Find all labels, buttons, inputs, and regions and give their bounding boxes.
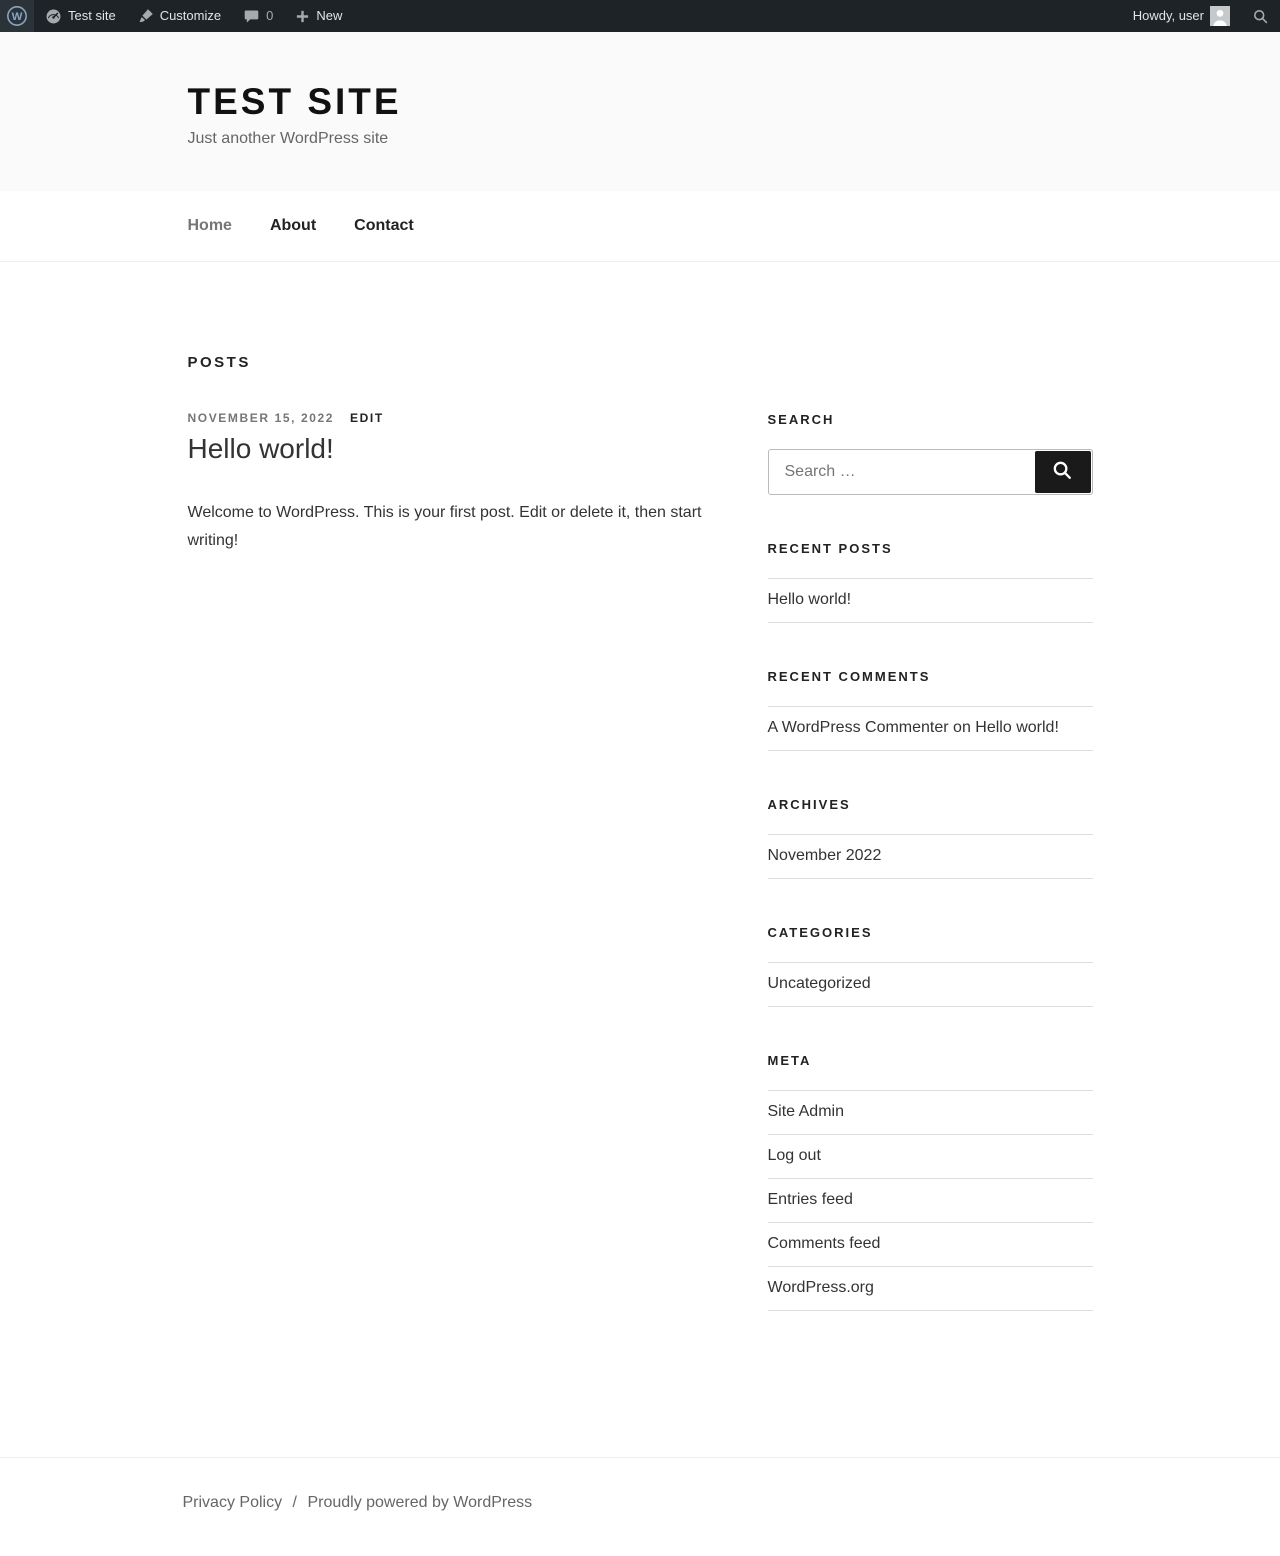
list-item xyxy=(768,1091,1093,1135)
post-article xyxy=(188,411,731,555)
post-title-link[interactable]: Hello world! xyxy=(187,433,334,465)
footer-separator: / xyxy=(292,1494,297,1512)
post-title xyxy=(188,432,731,466)
comment-connector: on xyxy=(953,719,971,737)
recent-comments-widget xyxy=(768,669,1093,751)
avatar xyxy=(1210,6,1230,26)
admin-bar-new-label: New xyxy=(316,8,343,23)
nav-item-about[interactable]: About xyxy=(269,217,317,235)
dashboard-gauge-icon xyxy=(45,8,62,25)
search-submit-button[interactable] xyxy=(1035,451,1091,493)
list-item xyxy=(768,963,1093,1007)
meta-site-admin-link[interactable]: Site Admin xyxy=(767,1103,844,1121)
comments-bubble-icon xyxy=(243,8,260,25)
powered-by-link[interactable]: Proudly powered by WordPress xyxy=(307,1494,533,1512)
nav-item-contact[interactable]: Contact xyxy=(354,217,414,235)
category-link[interactable]: Uncategorized xyxy=(767,975,871,993)
categories-title: CATEGORIES xyxy=(767,925,873,941)
comment-author-link[interactable]: A WordPress Commenter xyxy=(767,719,949,737)
search-button-icon xyxy=(1051,459,1074,485)
list-item xyxy=(768,1179,1093,1223)
search-widget-title: SEARCH xyxy=(767,412,835,428)
categories-widget xyxy=(768,925,1093,1007)
meta-log-out-link[interactable]: Log out xyxy=(767,1147,821,1165)
list-item xyxy=(768,707,1093,751)
post-edit-link[interactable]: EDIT xyxy=(350,411,384,426)
admin-bar-new[interactable] xyxy=(284,0,353,32)
admin-bar-customize[interactable] xyxy=(127,0,232,32)
post-body: Welcome to WordPress. This is your first post. Edit or delete it, then start writing! xyxy=(187,503,702,549)
search-icon xyxy=(1252,8,1269,25)
sidebar xyxy=(768,412,1093,1357)
admin-bar-search[interactable] xyxy=(1241,0,1280,32)
archives-title: ARCHIVES xyxy=(767,797,851,813)
wordpress-logo-icon xyxy=(6,5,28,27)
recent-comments-title: RECENT COMMENTS xyxy=(767,669,931,685)
wp-logo-menu[interactable] xyxy=(0,0,34,32)
comment-post-link[interactable]: Hello world! xyxy=(975,719,1059,737)
site-tagline: Just another WordPress site xyxy=(187,130,389,148)
meta-comments-feed-link[interactable]: Comments feed xyxy=(767,1235,881,1253)
customize-brush-icon xyxy=(138,8,154,24)
search-widget xyxy=(768,412,1093,495)
plus-icon xyxy=(295,9,310,24)
wp-admin-bar xyxy=(0,0,1280,32)
list-item xyxy=(768,579,1093,623)
list-item xyxy=(768,835,1093,879)
archive-link[interactable]: November 2022 xyxy=(767,847,882,865)
meta-widget xyxy=(768,1053,1093,1311)
site-footer xyxy=(0,1457,1280,1556)
recent-post-link[interactable]: Hello world! xyxy=(767,591,852,609)
admin-bar-customize-label: Customize xyxy=(159,8,222,23)
posts-section-title: POSTS xyxy=(187,354,251,372)
meta-entries-feed-link[interactable]: Entries feed xyxy=(767,1191,853,1209)
site-content xyxy=(188,262,1093,1457)
howdy-text: Howdy, user xyxy=(1132,8,1204,23)
comments-count: 0 xyxy=(266,8,274,23)
recent-posts-widget xyxy=(768,541,1093,623)
search-form xyxy=(768,449,1093,495)
archives-widget xyxy=(768,797,1093,879)
recent-posts-title: RECENT POSTS xyxy=(767,541,893,557)
admin-bar-site-name: Test site xyxy=(68,8,116,23)
site-title-link[interactable]: TEST SITE xyxy=(187,81,402,122)
list-item xyxy=(768,1135,1093,1179)
svg-text:W: W xyxy=(11,11,23,24)
meta-wordpress-org-link[interactable]: WordPress.org xyxy=(767,1279,874,1297)
admin-bar-my-account[interactable] xyxy=(1122,0,1241,32)
admin-bar-comments[interactable] xyxy=(232,0,284,32)
post-meta xyxy=(188,411,731,425)
site-header xyxy=(0,32,1280,191)
list-item xyxy=(768,1267,1093,1311)
nav-item-home[interactable]: Home xyxy=(187,217,232,235)
primary-nav xyxy=(0,191,1280,262)
list-item xyxy=(768,1223,1093,1267)
post-date-link[interactable]: NOVEMBER 15, 2022 xyxy=(187,411,335,426)
meta-title: META xyxy=(767,1053,812,1069)
posts-column xyxy=(188,354,731,571)
admin-bar-site-menu[interactable] xyxy=(34,0,127,32)
privacy-policy-link[interactable]: Privacy Policy xyxy=(182,1494,283,1512)
